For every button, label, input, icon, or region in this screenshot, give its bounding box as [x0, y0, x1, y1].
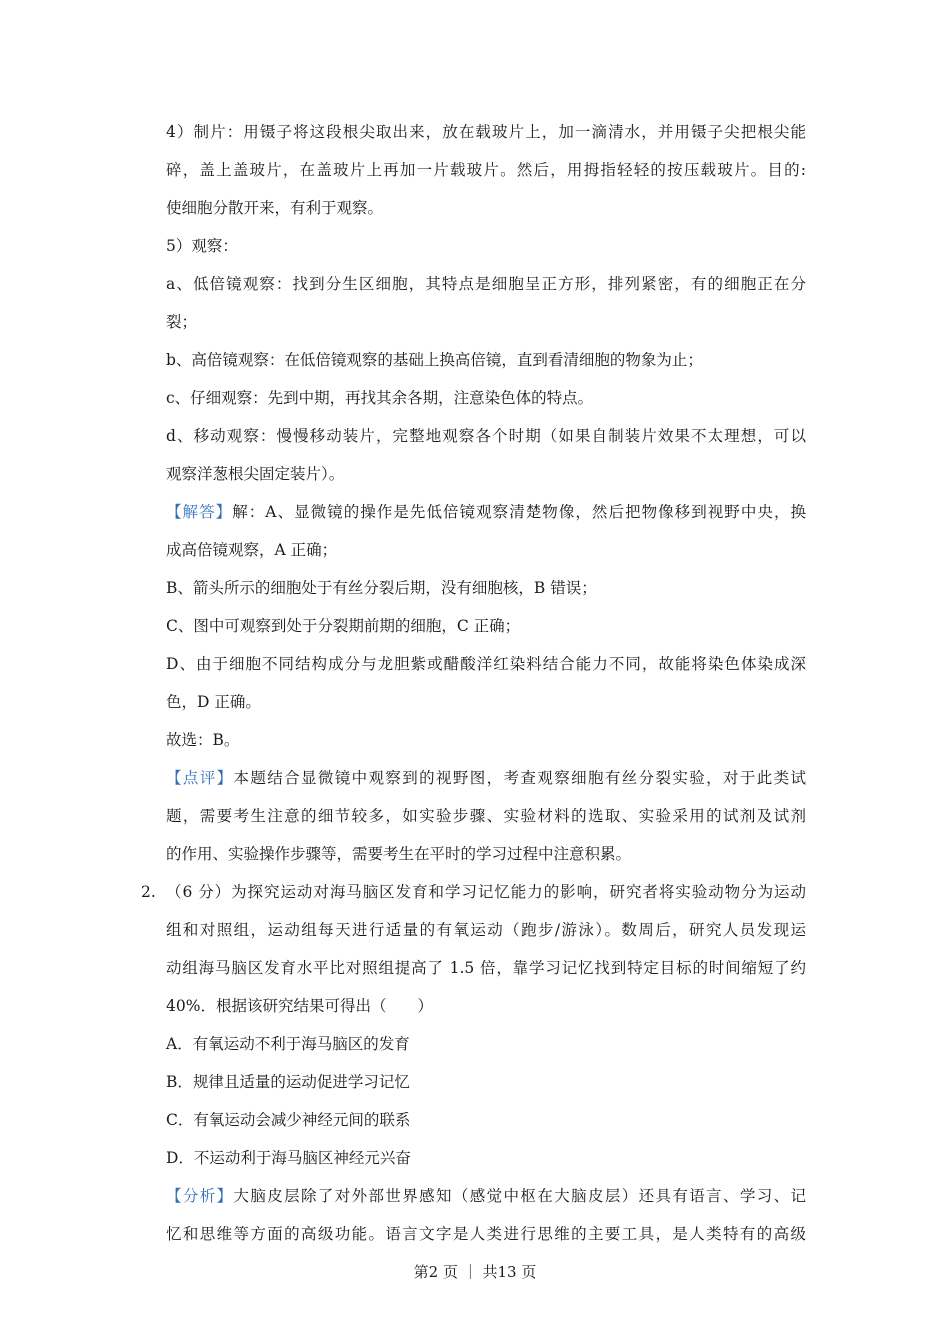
answer-d-line2: 色，D 正确。	[166, 693, 261, 711]
comment-paragraph	[166, 767, 806, 789]
answer-b: B、箭头所示的细胞处于有丝分裂后期，没有细胞核，B 错误；	[166, 579, 597, 597]
step4-line3: 使细胞分散开来，有利于观察。	[166, 199, 384, 217]
step5-d-line1: d、移动观察：慢慢移动装片，完整地观察各个时期（如果自制装片效果不太理想，可以	[166, 427, 806, 445]
question-line2: 组和对照组，运动组每天进行适量的有氧运动（跑步/游泳）。数周后，研究人员发现运	[166, 921, 806, 939]
step4-line2: 碎，盖上盖玻片，在盖玻片上再加一片载玻片。然后，用拇指轻轻的按压载玻片。目的:	[166, 161, 806, 179]
answer-tag: 【解答】	[166, 503, 233, 521]
answer-d-line1: D、由于细胞不同结构成分与龙胆紫或醋酸洋红染料结合能力不同，故能将染色体染成深	[166, 655, 806, 673]
answer-c: C、图中可观察到处于分裂期前期的细胞，C 正确；	[166, 617, 521, 635]
analysis-tag: 【分析】	[166, 1187, 234, 1205]
question-line1: （6 分）为探究运动对海马脑区发育和学习记忆能力的影响，研究者将实验动物分为运动	[166, 883, 806, 901]
analysis-paragraph	[166, 1185, 806, 1207]
answer-line2: 成高倍镜观察，A 正确；	[166, 541, 338, 559]
answer-paragraph	[166, 501, 806, 523]
answer-choice: 故选：B。	[166, 731, 240, 749]
step5-a-line1: a、低倍镜观察：找到分生区细胞，其特点是细胞呈正方形，排列紧密，有的细胞正在分	[166, 275, 806, 293]
comment-line2: 题，需要考生注意的细节较多，如实验步骤、实验材料的选取、实验采用的试剂及试剂	[166, 807, 806, 825]
option-b: B．规律且适量的运动促进学习记忆	[166, 1073, 410, 1091]
step5-b: b、高倍镜观察：在低倍镜观察的基础上换高倍镜，直到看清细胞的物象为止；	[166, 351, 703, 369]
option-a: A．有氧运动不利于海马脑区的发育	[166, 1035, 410, 1053]
question-number: 2.	[141, 883, 156, 901]
step5-c: c、仔细观察：先到中期，再找其余各期，注意染色体的特点。	[166, 389, 594, 407]
analysis-line1: 大脑皮层除了对外部世界感知（感觉中枢在大脑皮层）还具有语言、学习、记	[233, 1187, 806, 1205]
option-d: D．不运动利于海马脑区神经元兴奋	[166, 1149, 411, 1167]
comment-line3: 的作用、实验操作步骤等，需要考生在平时的学习过程中注意积累。	[166, 845, 632, 863]
step4-line1: 4）制片：用镊子将这段根尖取出来，放在载玻片上，加一滴清水，并用镊子尖把根尖能	[166, 123, 806, 141]
analysis-line2: 忆和思维等方面的高级功能。语言文字是人类进行思维的主要工具，是人类特有的高级	[166, 1225, 806, 1243]
page-footer: 第2 页 ｜ 共13 页	[413, 1263, 537, 1281]
option-c: C．有氧运动会减少神经元间的联系	[166, 1111, 411, 1129]
step5-d-line2: 观察洋葱根尖固定装片）。	[166, 465, 345, 483]
comment-tag: 【点评】	[166, 769, 234, 787]
question-line4: 40%．根据该研究结果可得出（ ）	[166, 997, 433, 1015]
step5-title: 5）观察：	[166, 237, 238, 255]
step5-a-line2: 裂；	[166, 313, 198, 331]
answer-line1: 解：A、显微镜的操作是先低倍镜观察清楚物像，然后把物像移到视野中央，换	[232, 503, 806, 521]
comment-line1: 本题结合显微镜中观察到的视野图，考查观察细胞有丝分裂实验，对于此类试	[233, 769, 806, 787]
question-line3: 动组海马脑区发育水平比对照组提高了 1.5 倍，靠学习记忆找到特定目标的时间缩短了约	[166, 959, 806, 977]
